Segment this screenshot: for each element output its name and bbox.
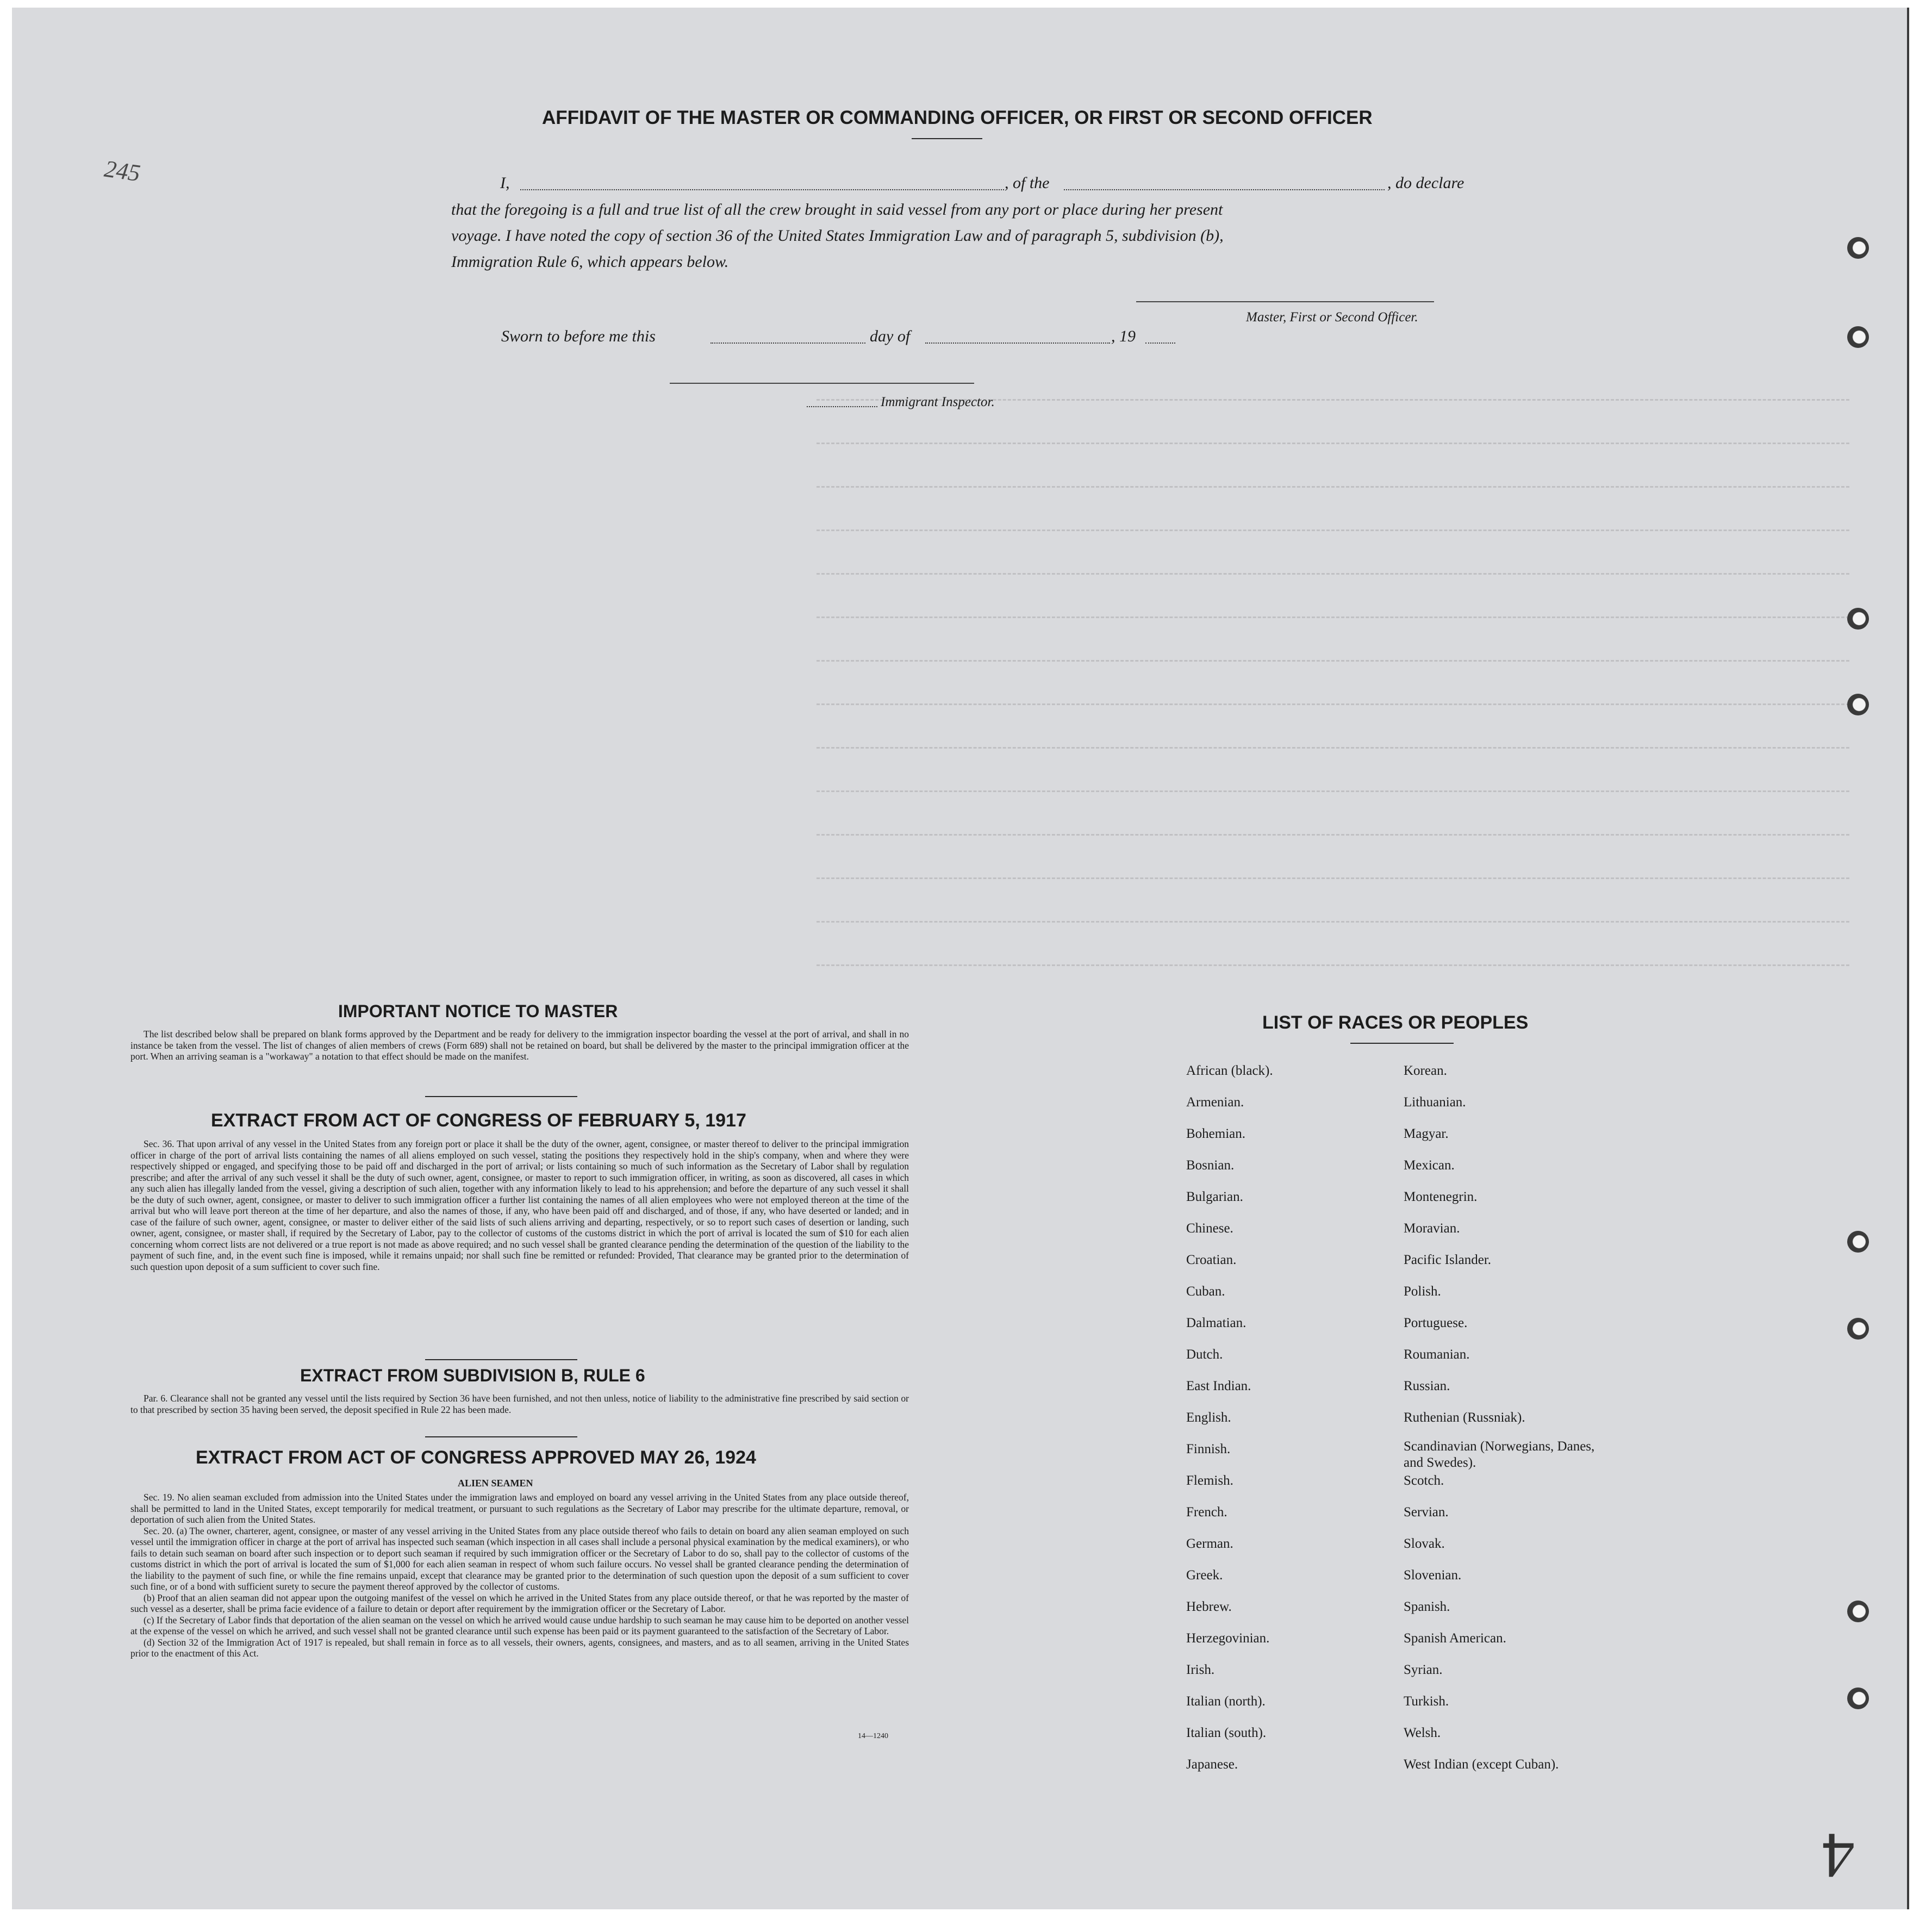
binder-hole <box>1847 1231 1869 1253</box>
year-prefix: , 19 <box>1111 327 1136 345</box>
document-sheet <box>12 8 1909 1909</box>
name-blank <box>520 189 1004 190</box>
handwritten-page-number: 245 <box>102 155 142 187</box>
race-right: Syrian. <box>1404 1662 1443 1677</box>
race-left: Irish. <box>1186 1662 1215 1677</box>
races-title-rule <box>1350 1043 1454 1044</box>
race-left: Armenian. <box>1186 1095 1244 1110</box>
binder-hole <box>1847 1318 1869 1340</box>
form-number: 14—1240 <box>858 1732 888 1740</box>
race-left: East Indian. <box>1186 1379 1251 1393</box>
bleed-through-row <box>817 834 1849 836</box>
race-left: English. <box>1186 1410 1231 1425</box>
race-right: Scotch. <box>1404 1473 1444 1488</box>
race-right: Magyar. <box>1404 1126 1449 1141</box>
bleed-through-row <box>817 703 1849 705</box>
binder-hole <box>1847 1687 1869 1709</box>
day-of-label: day of <box>870 327 911 345</box>
extract-1917-text: Sec. 36. That upon arrival of any vessel in the United States from any foreign port or place it shall be the duty of the owner, agent, consignee, or master thereof to deliver to the principal immigration officer in charge of the port of arrival lists containing the names of all aliens employed on such vessel, stating the positions they respectively hold in the ship's company, when and where they were respectively shipped or engaged, and specifying those to be paid off and discharged in the port of arrival; or lists containing so much of such information as the Secretary of Labor shall by regulation prescribe; and after the arrival of any such vessel it shall be the duty of such owner, agent, consignee, or master to report to such immigration officer, in writing, as soon as discovered, all cases in which any such alien has illegally landed from the vessel, giving a description of such alien, together with any information likely to lead to his apprehension; and before the departure of any such vessel it shall be the duty of such owner, agent, consignee, or master to deliver to such immigration officer a further list containing the names of all alien employees who were not employed thereon at the time of the arrival but who will leave port thereon at the time of her departure, and also the names of those, if any, who have been paid off and discharged, and of those, if any, who have deserted or landed; and in case of the failure of such owner, agent, consignee, or master to deliver either of the said lists of such aliens arriving and departing, respectively, or so to report such cases of desertion or landing, such owner, agent, consignee, or master shall, if required by the Secretary of Labor, pay to the collector of customs of the customs district in which the port of arrival is located the sum of $10 for each alien concerning whom correct lists are not delivered or a true report is not made as above required; and no such vessel shall be granted clearance pending the determination of the question of the liability to the payment of such fine, and, in the event such fine is imposed, while it remains unpaid; nor shall such fine be remitted or refunded: Provided, That clearance may be granted prior to the determination of such question upon deposit of a sum sufficient to cover such fine. <box>130 1138 909 1272</box>
binder-hole <box>1847 1601 1869 1622</box>
race-right: Ruthenian (Russniak). <box>1404 1410 1525 1425</box>
race-left: Croatian. <box>1186 1253 1237 1267</box>
inspector-label: Immigrant Inspector. <box>881 395 995 409</box>
affidavit-line1-i: I, <box>500 174 510 192</box>
race-left: German. <box>1186 1536 1233 1551</box>
race-right: Korean. <box>1404 1063 1447 1078</box>
bleed-through-row <box>817 443 1849 444</box>
extract-1924-text: Sec. 19. No alien seaman excluded from admission into the United States under the immigration laws and employed on board any vessel arriving in the United States from any place outside thereof, shall be permitted to land in the United States, except temporarily for medical treatment, or pursuant to such regulations as the Secretary of Labor may prescribe for the ultimate departure, removal, or deportation of such alien from the United States. Sec. 20. (a) The owner, charterer, agent, consignee, or master of any vessel arriving in the United States from any place outside thereof who fails to detain on board any alien seaman employed on such vessel until the immigration officer in charge at the port of arrival has inspected such seaman (which inspection in all cases shall include a personal physical examination by the medical examiners), or who fails to detain such seaman on board after such inspection or to deport such seaman if required by such immigration officer or the Secretary of Labor to do so, shall pay to the collector of customs of the customs district in which the port of arrival is located the sum of $1,000 for each alien seaman in respect of whom such failure occurs. No vessel shall be granted clearance pending the determination of the liability to the payment of such fine, or while the fine remains unpaid, except that clearance may be granted prior to the determination of such question upon the deposit of a sum sufficient to cover such fine, or of a bond with sufficient surety to secure the payment thereof approved by the collector of customs. (b) Proof that an alien seaman did not appear upon the outgoing manifest of the vessel on which he arrived in the United States from any place outside thereof, or that he was reported by the master of such vessel as a deserter, shall be prima facie evidence of a failure to detain or deport after requirement by the immigration officer or the Secretary of Labor. (c) If the Secretary of Labor finds that deportation of the alien seaman on the vessel on which he arrived would cause undue hardship to such seaman he may cause him to be deported on another vessel at the expense of the vessel on which he arrived, and such vessel shall not be granted clearance until such expense has been paid or its payment guaranteed to the satisfaction of the Secretary of Labor. (d) Section 32 of the Immigration Act of 1917 is repealed, but shall remain in force as to all vessels, their owners, agents, consignees, and masters, and as to all seamen, arriving in the United States prior to the enactment of this Act. <box>130 1492 909 1659</box>
race-right: Polish. <box>1404 1284 1441 1299</box>
bleed-through-row <box>817 616 1849 618</box>
section-rule <box>425 1359 577 1360</box>
master-signature-line <box>1136 301 1434 302</box>
race-left: Japanese. <box>1186 1757 1238 1772</box>
race-right: Lithuanian. <box>1404 1095 1466 1110</box>
section-rule <box>425 1096 577 1097</box>
title-rule <box>912 138 982 139</box>
affidavit-line4: Immigration Rule 6, which appears below. <box>451 253 729 271</box>
race-right: Pacific Islander. <box>1404 1253 1492 1267</box>
race-right: Portuguese. <box>1404 1316 1468 1330</box>
race-left: Finnish. <box>1186 1442 1231 1456</box>
notice-text: The list described below shall be prepared on blank forms approved by the Department and be ready for delivery to the immigration inspector boarding the vessel at the port of arrival, and shall in no instance be taken from the vessel. The list of changes of alien members of crews (Form 689) shall not be retained on board, but shall be delivered by the master to the principal immigration officer at the port. When an arriving seaman is a "workaway" a notation to that effect should be made on the manifest. <box>130 1029 909 1062</box>
affidavit-line3: voyage. I have noted the copy of section 36 of the United States Immigration Law and of paragraph 5, subdivision (b), <box>451 227 1224 245</box>
year-blank <box>1145 342 1175 344</box>
bleed-through-row <box>817 573 1849 575</box>
race-left: Flemish. <box>1186 1473 1233 1488</box>
race-right: Montenegrin. <box>1404 1190 1478 1204</box>
bleed-through-row <box>817 790 1849 792</box>
race-left: Bulgarian. <box>1186 1190 1243 1204</box>
affidavit-line2: that the foregoing is a full and true list of all the crew brought in said vessel from any port or place during her present <box>451 201 1223 219</box>
race-left: Bosnian. <box>1186 1158 1235 1173</box>
binder-hole <box>1847 608 1869 630</box>
race-left: Italian (south). <box>1186 1726 1267 1740</box>
month-blank <box>925 342 1110 344</box>
master-signature-label: Master, First or Second Officer. <box>1246 310 1418 325</box>
race-right: Scandinavian (Norwegians, Danes, and Swedes). <box>1404 1439 1595 1470</box>
section-rule <box>425 1436 577 1437</box>
extract-rule6-title: EXTRACT FROM SUBDIVISION B, RULE 6 <box>300 1366 645 1385</box>
race-left: Dutch. <box>1186 1347 1223 1362</box>
race-left: Dalmatian. <box>1186 1316 1247 1330</box>
race-left: African (black). <box>1186 1063 1273 1078</box>
bleed-through-row <box>817 964 1849 966</box>
race-right: West Indian (except Cuban). <box>1404 1757 1559 1772</box>
bleed-through-row <box>817 660 1849 662</box>
binder-hole <box>1847 237 1869 259</box>
notice-title: IMPORTANT NOTICE TO MASTER <box>338 1001 618 1021</box>
extract-1917-title: EXTRACT FROM ACT OF CONGRESS OF FEBRUARY 5, 1917 <box>211 1110 746 1131</box>
inspector-leader <box>807 406 877 407</box>
race-right: Mexican. <box>1404 1158 1455 1173</box>
day-blank <box>711 342 865 344</box>
inspector-signature-line <box>670 383 974 384</box>
race-right: Spanish. <box>1404 1599 1450 1614</box>
extract-rule6-text: Par. 6. Clearance shall not be granted any vessel until the lists required by Section 36 have been furnished, and not then unless, notice of liability to the administrative fine prescribed by said section or to that prescribed by section 35 having been served, the deposit specified in Rule 22 has been made. <box>130 1393 909 1415</box>
race-left: Italian (north). <box>1186 1694 1266 1709</box>
race-left: Herzegovinian. <box>1186 1631 1270 1646</box>
race-left: French. <box>1186 1505 1227 1520</box>
bleed-through-row <box>817 486 1849 488</box>
bleed-through-row <box>817 921 1849 923</box>
bleed-through-row <box>817 747 1849 749</box>
affidavit-line1-declare: , do declare <box>1387 174 1464 192</box>
binder-hole <box>1847 694 1869 715</box>
handwritten-mark: 4 <box>1822 1820 1855 1892</box>
vessel-blank <box>1064 189 1385 190</box>
race-left: Chinese. <box>1186 1221 1233 1236</box>
affidavit-line1-of-the: , of the <box>1005 174 1050 192</box>
race-left: Hebrew. <box>1186 1599 1232 1614</box>
bleed-through-row <box>817 877 1849 879</box>
extract-1924-title: EXTRACT FROM ACT OF CONGRESS APPROVED MAY 26, 1924 <box>196 1447 756 1468</box>
affidavit-title: AFFIDAVIT OF THE MASTER OR COMMANDING OFFICER, OR FIRST OR SECOND OFFICER <box>542 107 1373 128</box>
race-right: Welsh. <box>1404 1726 1441 1740</box>
race-right: Roumanian. <box>1404 1347 1470 1362</box>
race-right: Turkish. <box>1404 1694 1449 1709</box>
race-left: Bohemian. <box>1186 1126 1246 1141</box>
bleed-through-row <box>817 530 1849 531</box>
race-right: Slovak. <box>1404 1536 1445 1551</box>
race-right: Servian. <box>1404 1505 1449 1520</box>
alien-seamen-subtitle: ALIEN SEAMEN <box>458 1478 533 1489</box>
binder-hole <box>1847 326 1869 348</box>
race-right: Russian. <box>1404 1379 1450 1393</box>
race-right: Moravian. <box>1404 1221 1460 1236</box>
sworn-prefix: Sworn to before me this <box>501 327 656 345</box>
race-right: Spanish American. <box>1404 1631 1506 1646</box>
race-left: Greek. <box>1186 1568 1223 1583</box>
races-title: LIST OF RACES OR PEOPLES <box>1262 1012 1529 1033</box>
race-right: Slovenian. <box>1404 1568 1462 1583</box>
race-left: Cuban. <box>1186 1284 1225 1299</box>
